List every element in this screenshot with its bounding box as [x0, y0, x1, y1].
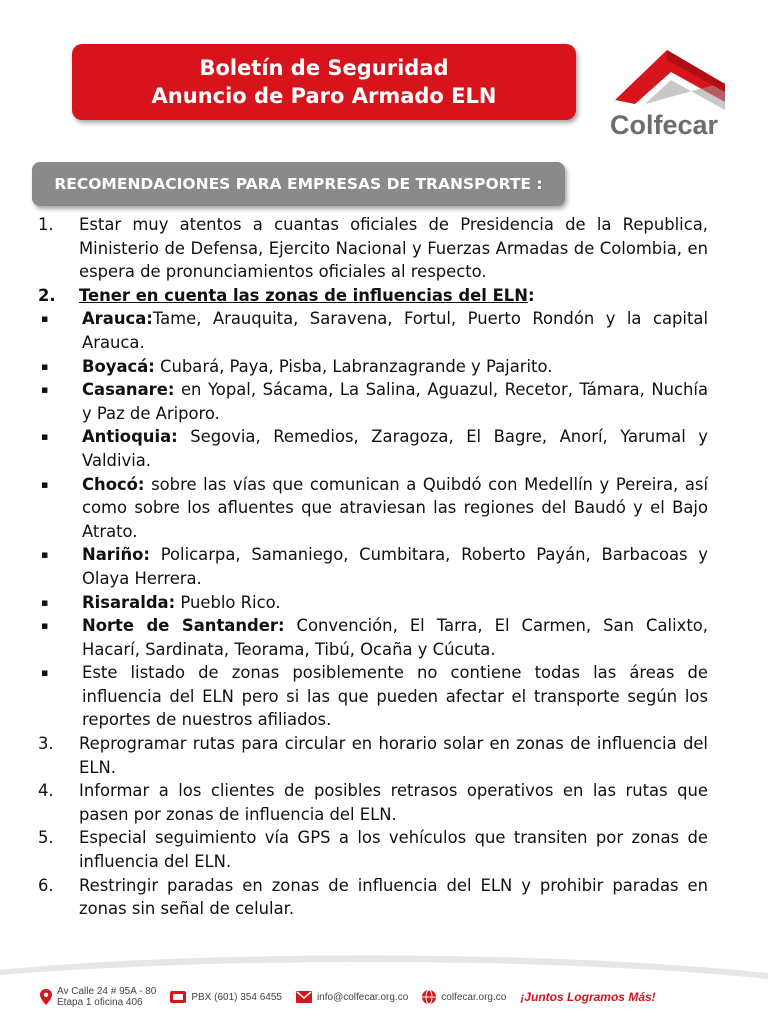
item-label: Risaralda: [82, 592, 176, 612]
item-label: Antioquia: [82, 427, 178, 447]
item-text [79, 284, 708, 308]
footer-contact [40, 985, 740, 1009]
globe-icon [422, 990, 436, 1004]
website-text[interactable]: colfecar.org.co [441, 991, 507, 1003]
bullet-marker: ▪ [41, 359, 49, 373]
item-text [82, 355, 708, 379]
email-icon [296, 991, 312, 1003]
list-item [38, 732, 708, 779]
list-item [38, 874, 708, 921]
item-label: Nariño: [82, 545, 150, 565]
item-text [82, 378, 708, 425]
item-text [79, 732, 708, 779]
item-body: Convención, El Tarra, El Carmen, San Calixto, Hacarí, Sardinata, Teorama, Tibú, Ocaña y Cúcuta. [82, 616, 708, 659]
list-item [38, 614, 708, 661]
bulletin-title-banner [72, 44, 576, 120]
phone [170, 991, 282, 1003]
item-body: Este listado de zonas posiblemente no contiene todas las áreas de influencia del ELN pero si las que pueden afectar el transporte según los reportes de nuestros afiliados. [82, 663, 708, 730]
item-text [82, 473, 708, 544]
bullet-marker: ▪ [41, 383, 49, 397]
number-marker: 3. [38, 734, 54, 754]
item-heading-suffix: : [527, 285, 535, 305]
bullet-marker: ▪ [41, 595, 49, 609]
item-text [82, 661, 708, 732]
item-body: Segovia, Remedios, Zaragoza, El Bagre, Anorí, Yarumal y Valdivia. [82, 427, 708, 470]
bulletin-title: Boletín de Seguridad [199, 56, 449, 80]
list-item [38, 213, 708, 284]
item-label: Chocó: [82, 474, 145, 494]
location-pin-icon [40, 989, 52, 1005]
logo-text: Colfecar [610, 110, 719, 140]
number-marker: 5. [38, 828, 54, 848]
list-item [38, 661, 708, 732]
item-text [82, 425, 708, 472]
slogan: ¡Juntos Logramos Más! [520, 990, 656, 1004]
list-item [38, 307, 708, 354]
bullet-marker: ▪ [41, 666, 49, 680]
number-marker: 1. [38, 215, 54, 234]
email-text[interactable]: info@colfecar.org.co [316, 991, 409, 1003]
list-item [38, 425, 708, 472]
bullet-marker: ▪ [41, 430, 49, 444]
item-body: Pueblo Rico. [175, 592, 281, 612]
item-text [79, 779, 708, 826]
number-marker: 6. [38, 875, 54, 895]
item-body: Cubará, Paya, Pisba, Labranzagrande y Pajarito. [154, 356, 553, 376]
item-heading: Tener en cuenta las zonas de influencias del ELN [79, 285, 528, 305]
item-text [82, 543, 708, 590]
list-item [38, 543, 708, 590]
list-item [38, 591, 708, 615]
item-text [79, 826, 708, 873]
item-label: Casanare: [82, 380, 175, 400]
bullet-marker: ▪ [41, 548, 49, 562]
email [296, 991, 408, 1003]
item-body: sobre las vías que comunican a Quibdó con Medellín y Pereira, así como sobre los afluentes que atraviesan las regiones del Baudó y el Bajo Atrato. [82, 474, 708, 541]
website [422, 990, 506, 1004]
item-body: Policarpa, Samaniego, Cumbitara, Roberto Payán, Barbacoas y Olaya Herrera. [82, 545, 708, 588]
list-item [38, 378, 708, 425]
item-label: Arauca: [82, 309, 153, 329]
item-body: Especial seguimiento vía GPS a los vehículos que transiten por zonas de influencia del ELN. [79, 828, 708, 872]
bullet-marker: ▪ [41, 312, 49, 326]
item-text [82, 307, 708, 354]
list-item [38, 355, 708, 379]
item-body: Informar a los clientes de posibles retrasos operativos en las rutas que pasen por zonas de influencia del ELN. [79, 781, 708, 824]
address-line1: Av Calle 24 # 95A - 80 [57, 986, 157, 997]
item-body: Restringir paradas en zonas de influencia del ELN y prohibir paradas en zonas sin señal de celular. [79, 875, 708, 919]
item-text [82, 614, 708, 661]
phone-icon [170, 991, 186, 1003]
address-line2: Etapa 1 oficina 406 [57, 997, 143, 1008]
section-title: RECOMENDACIONES PARA EMPRESAS DE TRANSPORTE : [32, 162, 565, 206]
list-item [38, 779, 708, 826]
phone-text: PBX (601) 354 6455 [191, 991, 282, 1003]
list-item [38, 826, 708, 873]
item-text [82, 591, 708, 615]
bullet-marker: ▪ [41, 619, 49, 633]
list-item [38, 473, 708, 544]
bullet-marker: ▪ [41, 477, 49, 491]
number-marker: 2. [38, 285, 56, 305]
list-item [38, 284, 708, 308]
recommendations-list [38, 213, 708, 921]
item-body: en Yopal, Sácama, La Salina, Aguazul, Recetor, Támara, Nuchía y Paz de Ariporo. [82, 380, 708, 423]
item-text [79, 874, 708, 921]
bulletin-subtitle: Anuncio de Paro Armado ELN [151, 84, 497, 108]
address [40, 986, 156, 1008]
item-body: Reprogramar rutas para circular en horario solar en zonas de influencia del ELN. [79, 734, 708, 777]
number-marker: 4. [38, 781, 54, 801]
item-label: Boyacá: [82, 356, 155, 376]
item-label: Norte de Santander: [82, 616, 285, 636]
item-body: Tame, Arauquita, Saravena, Fortul, Puerto Rondón y la capital Arauca. [82, 309, 708, 352]
item-body: Estar muy atentos a cuantas oficiales de Presidencia de la Republica, Ministerio de Defensa, Ejercito Nacional y Fuerzas Armadas de Colombia, en espera de pronunciamientos oficiales al respecto. [79, 215, 708, 282]
item-text [79, 213, 708, 284]
